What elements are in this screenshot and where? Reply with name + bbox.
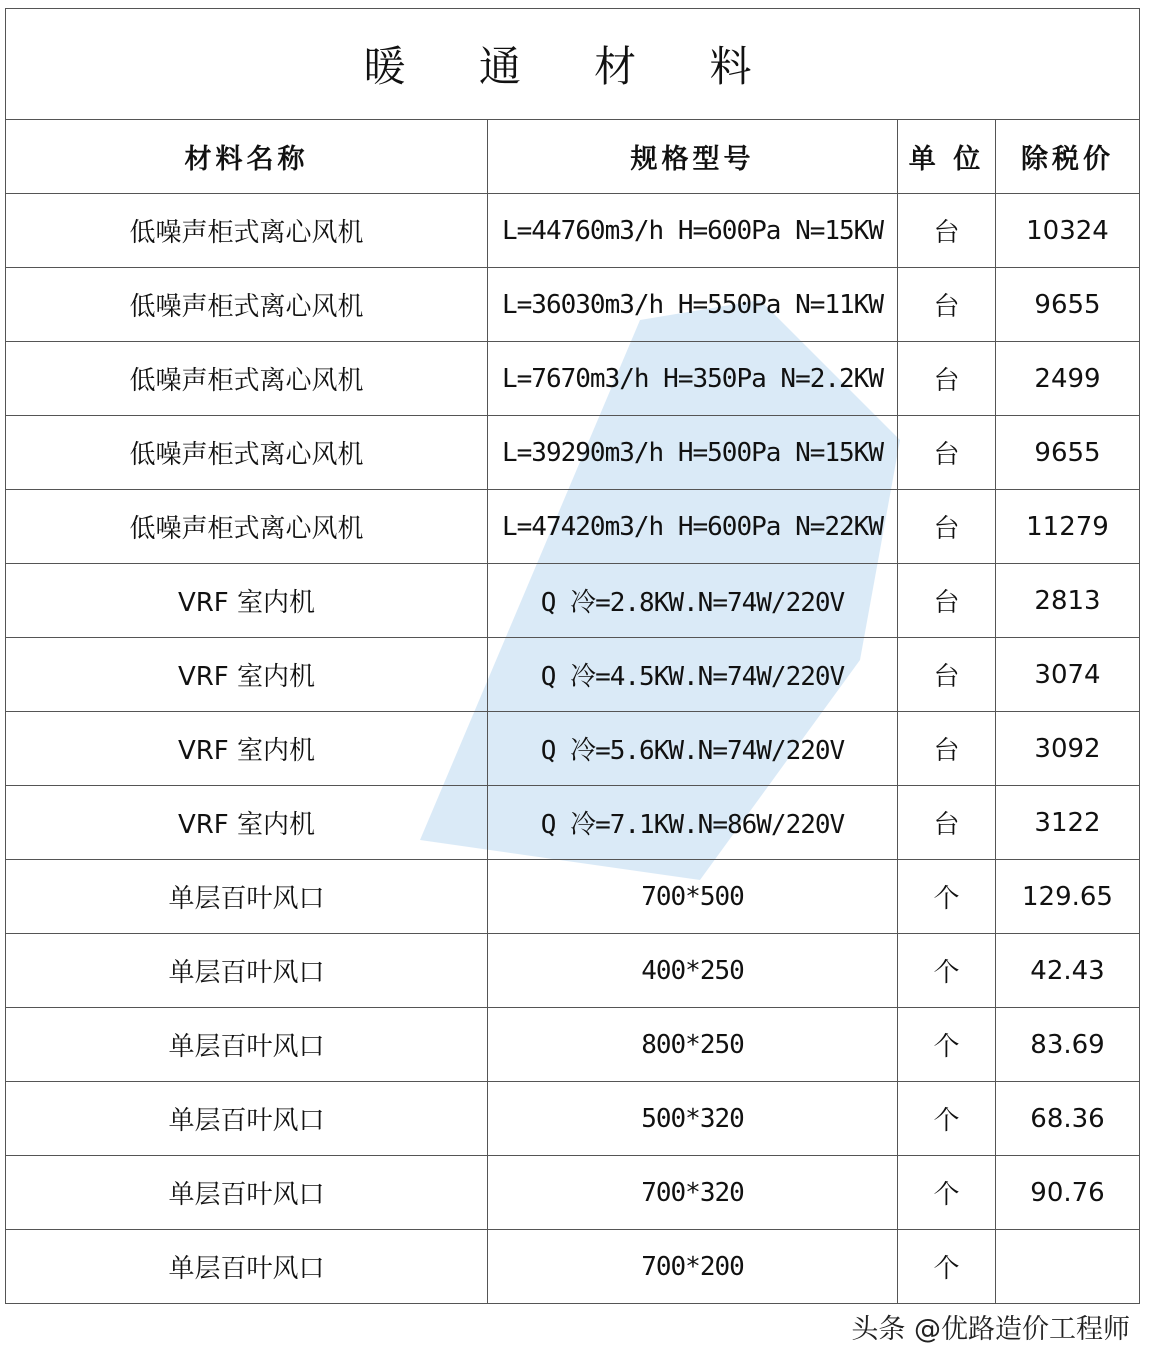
material-name-cell: VRF 室内机 xyxy=(6,564,488,638)
material-name-cell: 单层百叶风口 xyxy=(6,934,488,1008)
price-cell: 2813 xyxy=(996,564,1140,638)
material-name-cell: 单层百叶风口 xyxy=(6,1230,488,1304)
unit-cell: 个 xyxy=(898,1008,996,1082)
unit-cell: 台 xyxy=(898,490,996,564)
spec-model-cell: 700*200 xyxy=(488,1230,898,1304)
spec-model-cell: L=39290m3/h H=500Pa N=15KW xyxy=(488,416,898,490)
price-cell: 129.65 xyxy=(996,860,1140,934)
material-name-cell: 低噪声柜式离心风机 xyxy=(6,194,488,268)
material-name-cell: 低噪声柜式离心风机 xyxy=(6,268,488,342)
table-title: 暖 通 材 料 xyxy=(6,9,1140,120)
spec-model-cell: 800*250 xyxy=(488,1008,898,1082)
spec-model-cell: Q 冷=7.1KW.N=86W/220V xyxy=(488,786,898,860)
unit-cell: 台 xyxy=(898,268,996,342)
unit-cell: 台 xyxy=(898,564,996,638)
table-row xyxy=(6,1082,1140,1156)
price-cell: 68.36 xyxy=(996,1082,1140,1156)
price-cell: 42.43 xyxy=(996,934,1140,1008)
table-row xyxy=(6,1156,1140,1230)
header-name: 材料名称 xyxy=(6,120,488,194)
material-name-cell: 低噪声柜式离心风机 xyxy=(6,416,488,490)
unit-cell: 个 xyxy=(898,860,996,934)
material-name-cell: 低噪声柜式离心风机 xyxy=(6,490,488,564)
price-cell: 2499 xyxy=(996,342,1140,416)
source-watermark: 头条 @优路造价工程师 xyxy=(851,1314,1130,1345)
spec-model-cell: Q 冷=2.8KW.N=74W/220V xyxy=(488,564,898,638)
material-name-cell: 低噪声柜式离心风机 xyxy=(6,342,488,416)
unit-cell: 台 xyxy=(898,638,996,712)
spec-model-cell: 400*250 xyxy=(488,934,898,1008)
table-row xyxy=(6,786,1140,860)
price-cell xyxy=(996,1230,1140,1304)
material-name-cell: 单层百叶风口 xyxy=(6,860,488,934)
header-price: 除税价 xyxy=(996,120,1140,194)
unit-cell: 个 xyxy=(898,1082,996,1156)
table-row xyxy=(6,564,1140,638)
table-row xyxy=(6,712,1140,786)
spec-model-cell: Q 冷=5.6KW.N=74W/220V xyxy=(488,712,898,786)
spec-model-cell: L=36030m3/h H=550Pa N=11KW xyxy=(488,268,898,342)
price-cell: 3092 xyxy=(996,712,1140,786)
price-cell: 11279 xyxy=(996,490,1140,564)
header-unit: 单 位 xyxy=(898,120,996,194)
hvac-materials-table xyxy=(5,8,1140,1304)
material-name-cell: 单层百叶风口 xyxy=(6,1156,488,1230)
unit-cell: 台 xyxy=(898,342,996,416)
unit-cell: 台 xyxy=(898,786,996,860)
table-row xyxy=(6,194,1140,268)
spec-model-cell: L=47420m3/h H=600Pa N=22KW xyxy=(488,490,898,564)
spec-model-cell: Q 冷=4.5KW.N=74W/220V xyxy=(488,638,898,712)
table-row xyxy=(6,416,1140,490)
spec-model-cell: 500*320 xyxy=(488,1082,898,1156)
price-cell: 90.76 xyxy=(996,1156,1140,1230)
table-row xyxy=(6,490,1140,564)
price-cell: 83.69 xyxy=(996,1008,1140,1082)
spec-model-cell: L=7670m3/h H=350Pa N=2.2KW xyxy=(488,342,898,416)
spec-model-cell: 700*500 xyxy=(488,860,898,934)
table-row xyxy=(6,342,1140,416)
unit-cell: 个 xyxy=(898,1156,996,1230)
table-row xyxy=(6,268,1140,342)
price-cell: 3122 xyxy=(996,786,1140,860)
table-row xyxy=(6,860,1140,934)
material-name-cell: VRF 室内机 xyxy=(6,638,488,712)
material-name-cell: 单层百叶风口 xyxy=(6,1082,488,1156)
unit-cell: 个 xyxy=(898,934,996,1008)
price-cell: 9655 xyxy=(996,416,1140,490)
table-row xyxy=(6,1230,1140,1304)
table-row xyxy=(6,1008,1140,1082)
spec-model-cell: L=44760m3/h H=600Pa N=15KW xyxy=(488,194,898,268)
material-name-cell: VRF 室内机 xyxy=(6,712,488,786)
table-row xyxy=(6,638,1140,712)
unit-cell: 台 xyxy=(898,712,996,786)
material-name-cell: 单层百叶风口 xyxy=(6,1008,488,1082)
unit-cell: 台 xyxy=(898,194,996,268)
price-cell: 9655 xyxy=(996,268,1140,342)
unit-cell: 台 xyxy=(898,416,996,490)
price-cell: 10324 xyxy=(996,194,1140,268)
material-name-cell: VRF 室内机 xyxy=(6,786,488,860)
header-spec: 规格型号 xyxy=(488,120,898,194)
spec-model-cell: 700*320 xyxy=(488,1156,898,1230)
table-row xyxy=(6,934,1140,1008)
unit-cell: 个 xyxy=(898,1230,996,1304)
price-cell: 3074 xyxy=(996,638,1140,712)
